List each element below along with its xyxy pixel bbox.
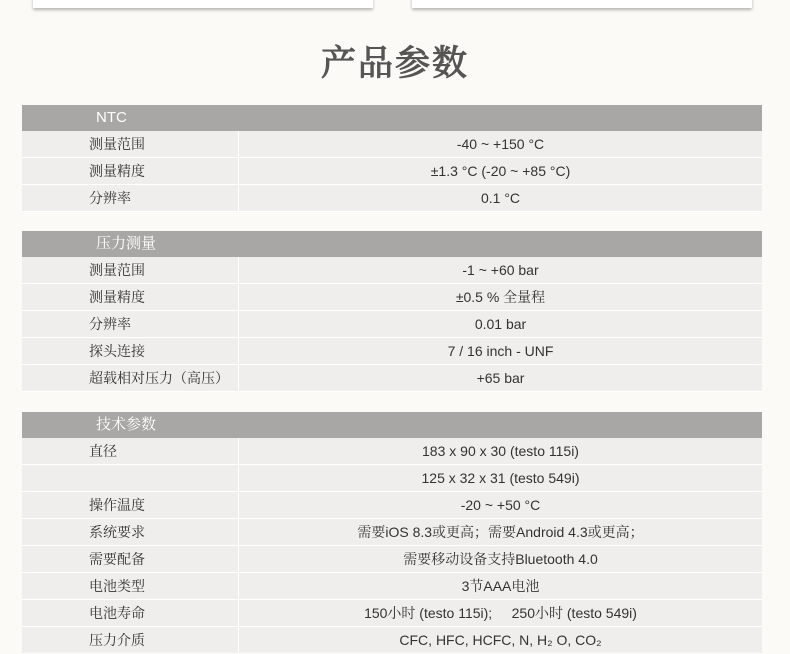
row-label: 测量精度 (22, 284, 239, 310)
table-row (22, 438, 762, 465)
row-label: 压力介质 (22, 627, 239, 653)
row-label: 测量精度 (22, 158, 239, 184)
row-value: CFC, HFC, HCFC, N, H₂ O, CO₂ (399, 632, 602, 648)
row-value: -40 ~ +150 °C (456, 136, 545, 152)
spec-section-ntc (22, 105, 762, 212)
row-value: 0.01 bar (474, 316, 527, 332)
table-row (22, 185, 762, 212)
row-label: 探头连接 (22, 338, 239, 364)
row-value: ±1.3 °C (-20 ~ +85 °C) (430, 163, 571, 179)
section-header: 压力测量 (22, 231, 762, 257)
table-row (22, 546, 762, 573)
row-value: ±0.5 % 全量程 (455, 289, 546, 305)
row-value: -20 ~ +50 °C (460, 497, 541, 513)
table-row (22, 338, 762, 365)
row-label: 电池类型 (22, 573, 239, 599)
table-row (22, 627, 762, 654)
row-value: 0.1 °C (480, 190, 521, 206)
row-value: 7 / 16 inch - UNF (447, 343, 554, 359)
spec-section-pressure (22, 231, 762, 392)
row-label: 测量范围 (22, 257, 239, 283)
row-label: 超载相对压力（高压） (22, 365, 239, 391)
row-label (22, 465, 239, 491)
row-label: 操作温度 (22, 492, 239, 518)
row-label: 系统要求 (22, 519, 239, 545)
table-row (22, 519, 762, 546)
row-label: 分辨率 (22, 185, 239, 211)
table-row (22, 365, 762, 392)
row-value: 需要移动设备支持Bluetooth 4.0 (403, 551, 598, 567)
row-value: 3节AAA电池 (461, 578, 540, 594)
table-row (22, 158, 762, 185)
section-header: NTC (22, 105, 762, 131)
row-value: +65 bar (476, 370, 525, 386)
spec-section-technical (22, 412, 762, 654)
table-row (22, 257, 762, 284)
table-row (22, 465, 762, 492)
row-label: 直径 (22, 438, 239, 464)
table-row (22, 131, 762, 158)
table-row (22, 573, 762, 600)
row-label: 电池寿命 (22, 600, 239, 626)
table-row (22, 311, 762, 338)
section-header: 技术参数 (22, 412, 762, 438)
table-row (22, 600, 762, 627)
row-value: 125 x 32 x 31 (testo 549i) (421, 470, 580, 486)
top-card-left (33, 0, 373, 8)
row-value: 150小时 (testo 115i); 250小时 (testo 549i) (364, 605, 637, 621)
row-label: 分辨率 (22, 311, 239, 337)
row-value: 183 x 90 x 30 (testo 115i) (422, 443, 579, 459)
row-value: 需要iOS 8.3或更高；需要Android 4.3或更高； (357, 524, 644, 540)
row-value: -1 ~ +60 bar (462, 262, 539, 278)
page-title: 产品参数 (320, 44, 469, 84)
table-row (22, 284, 762, 311)
top-card-right (412, 0, 752, 8)
table-row (22, 492, 762, 519)
row-label: 需要配备 (22, 546, 239, 572)
row-label: 测量范围 (22, 131, 239, 157)
